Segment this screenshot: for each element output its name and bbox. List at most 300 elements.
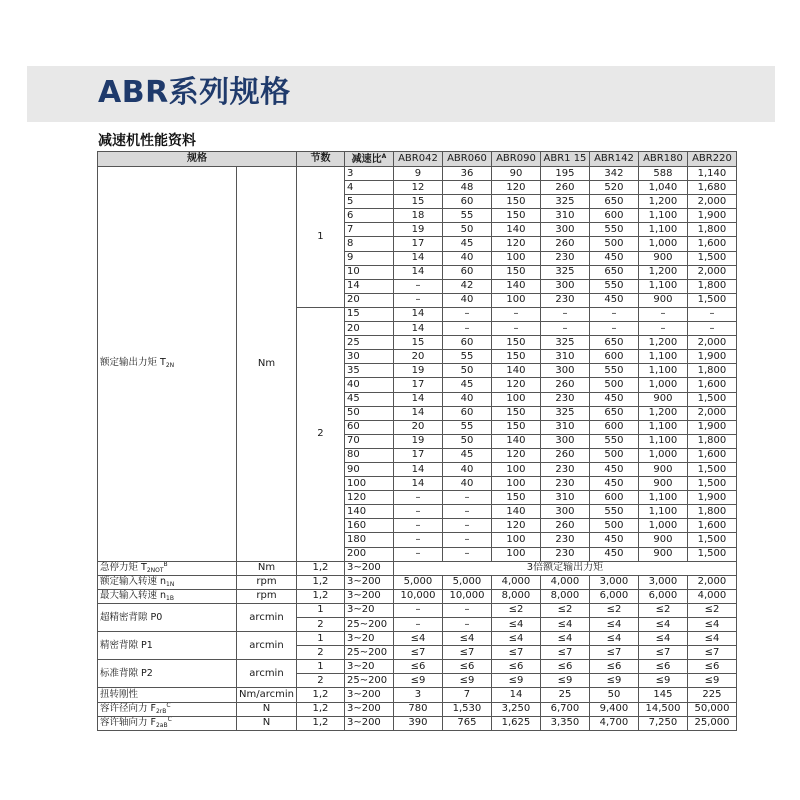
table-cell: 600: [589, 491, 638, 505]
stage-cell: 2: [296, 646, 344, 660]
row-label-sub: 2NOT: [146, 567, 164, 575]
table-cell: 140: [491, 505, 540, 519]
table-cell: 260: [540, 378, 589, 392]
table-cell: 20: [393, 350, 442, 364]
table-cell: –: [540, 307, 589, 321]
table-cell: 14,500: [638, 702, 687, 716]
ratio-cell: 50: [344, 406, 393, 420]
row-label-text: 精密背隙 P1: [100, 639, 153, 651]
table-cell: –: [442, 505, 491, 519]
table-cell: 17: [393, 378, 442, 392]
ratio-cell: 200: [344, 547, 393, 561]
table-cell: 9,400: [589, 702, 638, 716]
table-cell: –: [393, 279, 442, 293]
table-cell: 150: [491, 350, 540, 364]
table-cell: 650: [589, 195, 638, 209]
table-cell: 1,200: [638, 195, 687, 209]
table-cell: 300: [540, 223, 589, 237]
header-model: ABR180: [638, 152, 687, 167]
table-cell: 325: [540, 265, 589, 279]
table-cell: 1,500: [687, 462, 736, 476]
table-cell: 1,500: [687, 392, 736, 406]
table-row: [98, 575, 737, 589]
table-cell: –: [393, 519, 442, 533]
table-cell: 55: [442, 350, 491, 364]
table-cell: 1,100: [638, 350, 687, 364]
table-cell: 100: [491, 392, 540, 406]
table-cell: 100: [491, 251, 540, 265]
table-cell: ≤2: [540, 603, 589, 617]
table-cell: ≤7: [687, 646, 736, 660]
table-cell: 1,900: [687, 350, 736, 364]
table-cell: –: [491, 322, 540, 336]
table-header-row: [98, 152, 737, 167]
table-cell: 1,530: [442, 702, 491, 716]
ratio-cell: 160: [344, 519, 393, 533]
unit-cell: arcmin: [237, 603, 297, 631]
header-model: ABR042: [393, 152, 442, 167]
table-cell: 3,250: [491, 702, 540, 716]
table-cell: ≤4: [638, 632, 687, 646]
table-cell: 500: [589, 237, 638, 251]
table-cell: 230: [540, 293, 589, 307]
table-cell: 40: [442, 477, 491, 491]
table-cell: 60: [442, 265, 491, 279]
table-cell: 1,000: [638, 448, 687, 462]
table-cell: 140: [491, 279, 540, 293]
table-cell: 60: [442, 195, 491, 209]
ratio-cell: 30: [344, 350, 393, 364]
table-cell: 650: [589, 336, 638, 350]
table-cell: 17: [393, 448, 442, 462]
unit-cell: Nm: [237, 167, 297, 562]
table-cell: 48: [442, 181, 491, 195]
table-cell: 1,000: [638, 519, 687, 533]
table-cell: 120: [491, 181, 540, 195]
table-cell: 2,000: [687, 265, 736, 279]
table-cell: 1,100: [638, 491, 687, 505]
stage-cell: 2: [296, 307, 344, 561]
table-cell: –: [393, 505, 442, 519]
table-cell: 230: [540, 251, 589, 265]
table-cell: 10,000: [442, 589, 491, 603]
table-cell: –: [638, 307, 687, 321]
table-cell: –: [442, 322, 491, 336]
table-cell: 145: [638, 688, 687, 702]
table-cell: 8,000: [540, 589, 589, 603]
unit-cell: rpm: [237, 575, 297, 589]
table-cell: 120: [491, 519, 540, 533]
table-cell: –: [589, 322, 638, 336]
table-cell: ≤9: [491, 674, 540, 688]
table-cell: 780: [393, 702, 442, 716]
table-cell: 1,900: [687, 491, 736, 505]
table-cell: 19: [393, 364, 442, 378]
table-cell: 90: [491, 167, 540, 181]
unit-cell: Nm: [237, 561, 297, 575]
table-cell: 120: [491, 237, 540, 251]
table-cell: 150: [491, 336, 540, 350]
table-cell: 1,100: [638, 209, 687, 223]
table-cell: 1,100: [638, 364, 687, 378]
table-cell: ≤7: [540, 646, 589, 660]
table-cell: 1,000: [638, 237, 687, 251]
table-row: [98, 716, 737, 730]
ratio-cell: 8: [344, 237, 393, 251]
table-cell: 900: [638, 462, 687, 476]
ratio-cell: 3~200: [344, 716, 393, 730]
table-cell: 300: [540, 364, 589, 378]
table-cell: 1,500: [687, 251, 736, 265]
ratio-cell: 3~200: [344, 575, 393, 589]
table-cell: 450: [589, 462, 638, 476]
table-cell: 100: [491, 533, 540, 547]
header-model: ABR1 15: [540, 152, 589, 167]
ratio-cell: 25: [344, 336, 393, 350]
table-cell: –: [442, 547, 491, 561]
ratio-cell: 25~200: [344, 646, 393, 660]
row-label-text: 超精密背隙 P0: [100, 611, 163, 623]
table-cell: 4,000: [687, 589, 736, 603]
table-cell: –: [638, 322, 687, 336]
table-cell: 140: [491, 434, 540, 448]
table-cell: 765: [442, 716, 491, 730]
unit-cell: rpm: [237, 589, 297, 603]
table-cell: 2,000: [687, 336, 736, 350]
stage-cell: 1: [296, 660, 344, 674]
table-cell: 310: [540, 491, 589, 505]
table-cell: 550: [589, 223, 638, 237]
ratio-cell: 4: [344, 181, 393, 195]
row-label: [98, 575, 237, 589]
table-cell: 14: [393, 392, 442, 406]
stage-cell: 1: [296, 167, 344, 308]
table-cell: 1,900: [687, 420, 736, 434]
table-cell: ≤4: [540, 632, 589, 646]
table-cell: 150: [491, 406, 540, 420]
table-cell: 1,600: [687, 448, 736, 462]
table-cell: 900: [638, 533, 687, 547]
table-cell: 500: [589, 448, 638, 462]
row-label-text: 标准背隙 P2: [100, 668, 153, 680]
table-cell: 17: [393, 237, 442, 251]
table-cell: 50: [589, 688, 638, 702]
ratio-cell: 3~200: [344, 589, 393, 603]
header-model: ABR060: [442, 152, 491, 167]
table-row: [98, 632, 737, 646]
table-cell: 55: [442, 209, 491, 223]
stage-cell: 1: [296, 632, 344, 646]
header-model: ABR220: [687, 152, 736, 167]
stage-cell: 1: [296, 603, 344, 617]
table-cell: 1,100: [638, 420, 687, 434]
table-cell: 3,000: [589, 575, 638, 589]
table-cell: 1,200: [638, 406, 687, 420]
table-cell: ≤7: [638, 646, 687, 660]
ratio-cell: 3~200: [344, 702, 393, 716]
stage-cell: 1,2: [296, 716, 344, 730]
stage-cell: 1,2: [296, 575, 344, 589]
table-cell: 45: [442, 378, 491, 392]
table-cell: –: [540, 322, 589, 336]
row-label: [98, 561, 237, 575]
table-cell: 230: [540, 533, 589, 547]
header-stage: 节数: [296, 152, 344, 167]
table-cell: 650: [589, 265, 638, 279]
table-cell: 50: [442, 364, 491, 378]
table-cell: 1,100: [638, 505, 687, 519]
ratio-cell: 70: [344, 434, 393, 448]
table-cell: 5,000: [442, 575, 491, 589]
table-cell: 1,500: [687, 477, 736, 491]
table-cell: –: [442, 519, 491, 533]
table-cell: 2,000: [687, 195, 736, 209]
ratio-cell: 90: [344, 462, 393, 476]
row-label-sup: B: [163, 561, 168, 569]
table-cell: 1,625: [491, 716, 540, 730]
table-cell: ≤2: [491, 603, 540, 617]
row-label-text: 扭转刚性: [100, 689, 139, 701]
ratio-cell: 100: [344, 477, 393, 491]
table-cell: 230: [540, 547, 589, 561]
table-cell: 100: [491, 293, 540, 307]
row-label-text: 额定输入转速 n: [100, 575, 167, 587]
table-cell: 1,000: [638, 378, 687, 392]
table-cell: 1,800: [687, 434, 736, 448]
table-cell: 3倍额定输出力矩: [393, 561, 736, 575]
table-cell: –: [442, 491, 491, 505]
row-label: [98, 660, 237, 688]
table-cell: ≤4: [442, 632, 491, 646]
table-cell: 260: [540, 237, 589, 251]
table-cell: 60: [442, 406, 491, 420]
ratio-cell: 6: [344, 209, 393, 223]
table-cell: 500: [589, 378, 638, 392]
table-cell: 50,000: [687, 702, 736, 716]
table-cell: 4,700: [589, 716, 638, 730]
stage-cell: 1,2: [296, 702, 344, 716]
table-cell: 1,500: [687, 533, 736, 547]
table-cell: –: [442, 603, 491, 617]
stage-cell: 2: [296, 674, 344, 688]
header-ratio-text: 减速比: [351, 153, 382, 165]
table-cell: 600: [589, 350, 638, 364]
table-cell: 1,040: [638, 181, 687, 195]
table-row: [98, 561, 737, 575]
table-cell: 1,200: [638, 265, 687, 279]
ratio-cell: 20: [344, 293, 393, 307]
table-cell: 1,800: [687, 505, 736, 519]
table-cell: 1,500: [687, 547, 736, 561]
row-label: [98, 589, 237, 603]
table-cell: 7: [442, 688, 491, 702]
table-cell: 230: [540, 462, 589, 476]
table-cell: 310: [540, 209, 589, 223]
header-spec: 规格: [98, 152, 297, 167]
table-cell: 14: [393, 322, 442, 336]
ratio-cell: 25~200: [344, 618, 393, 632]
table-cell: 14: [491, 688, 540, 702]
table-cell: 10,000: [393, 589, 442, 603]
table-cell: –: [393, 618, 442, 632]
row-label-text: 最大输入转速 n: [100, 589, 167, 601]
table-cell: 19: [393, 223, 442, 237]
row-label-sup: C: [167, 716, 172, 724]
ratio-cell: 80: [344, 448, 393, 462]
table-cell: 310: [540, 420, 589, 434]
table-cell: 342: [589, 167, 638, 181]
table-cell: 150: [491, 420, 540, 434]
table-cell: 140: [491, 223, 540, 237]
table-cell: 18: [393, 209, 442, 223]
table-cell: ≤2: [687, 603, 736, 617]
table-cell: 50: [442, 434, 491, 448]
table-cell: 520: [589, 181, 638, 195]
table-cell: 14: [393, 307, 442, 321]
table-cell: 588: [638, 167, 687, 181]
table-cell: 300: [540, 505, 589, 519]
table-cell: 260: [540, 181, 589, 195]
table-cell: 1,800: [687, 223, 736, 237]
table-cell: 230: [540, 392, 589, 406]
table-cell: 1,900: [687, 209, 736, 223]
table-cell: ≤9: [540, 674, 589, 688]
table-cell: –: [442, 533, 491, 547]
table-cell: 12: [393, 181, 442, 195]
table-cell: 325: [540, 406, 589, 420]
table-cell: ≤4: [540, 618, 589, 632]
row-label-sup: C: [166, 702, 171, 710]
table-row: [98, 688, 737, 702]
table-cell: ≤6: [589, 660, 638, 674]
table-cell: 3,000: [638, 575, 687, 589]
table-cell: 20: [393, 420, 442, 434]
table-cell: ≤4: [687, 618, 736, 632]
table-cell: 450: [589, 293, 638, 307]
unit-cell: arcmin: [237, 660, 297, 688]
row-label: [98, 632, 237, 660]
table-cell: ≤4: [491, 618, 540, 632]
table-cell: –: [687, 322, 736, 336]
table-cell: 450: [589, 533, 638, 547]
table-cell: 900: [638, 293, 687, 307]
table-cell: 6,000: [638, 589, 687, 603]
table-cell: 325: [540, 195, 589, 209]
table-cell: ≤9: [393, 674, 442, 688]
table-cell: 40: [442, 392, 491, 406]
table-cell: 14: [393, 265, 442, 279]
table-cell: 600: [589, 420, 638, 434]
ratio-cell: 3: [344, 167, 393, 181]
table-cell: –: [393, 547, 442, 561]
row-label-sub: 1N: [166, 580, 175, 588]
row-label-sub: 1B: [166, 594, 174, 602]
table-cell: ≤4: [589, 618, 638, 632]
table-cell: 36: [442, 167, 491, 181]
table-cell: 50: [442, 223, 491, 237]
table-cell: 550: [589, 505, 638, 519]
table-cell: ≤6: [442, 660, 491, 674]
table-cell: 45: [442, 448, 491, 462]
table-cell: 900: [638, 477, 687, 491]
table-cell: 6,000: [589, 589, 638, 603]
ratio-cell: 3~200: [344, 561, 393, 575]
table-cell: –: [442, 618, 491, 632]
row-label-sub: 2rB: [155, 708, 167, 716]
table-cell: 450: [589, 251, 638, 265]
header-model: ABR090: [491, 152, 540, 167]
table-cell: 1,600: [687, 519, 736, 533]
table-cell: ≤6: [491, 660, 540, 674]
table-cell: 2,000: [687, 575, 736, 589]
header-ratio-sup: A: [381, 152, 387, 160]
stage-cell: 1,2: [296, 688, 344, 702]
table-cell: 1,100: [638, 279, 687, 293]
table-cell: ≤6: [638, 660, 687, 674]
ratio-cell: 25~200: [344, 674, 393, 688]
stage-cell: 1,2: [296, 561, 344, 575]
table-cell: 1,680: [687, 181, 736, 195]
table-cell: 45: [442, 237, 491, 251]
ratio-cell: 3~20: [344, 603, 393, 617]
ratio-cell: 45: [344, 392, 393, 406]
table-cell: 14: [393, 251, 442, 265]
table-cell: 100: [491, 547, 540, 561]
table-cell: 1,140: [687, 167, 736, 181]
page-title: ABR系列规格: [98, 75, 291, 110]
unit-cell: Nm/arcmin: [237, 688, 297, 702]
table-cell: 25: [540, 688, 589, 702]
table-cell: –: [589, 307, 638, 321]
row-label-sub: 2N: [165, 362, 175, 370]
row-label: [98, 167, 237, 562]
table-cell: 1,600: [687, 237, 736, 251]
table-cell: 1,800: [687, 279, 736, 293]
table-cell: ≤6: [393, 660, 442, 674]
table-body: [98, 167, 737, 731]
table-cell: ≤4: [491, 632, 540, 646]
row-label: [98, 688, 237, 702]
table-cell: 6,700: [540, 702, 589, 716]
table-cell: 900: [638, 547, 687, 561]
table-cell: 25,000: [687, 716, 736, 730]
table-cell: 140: [491, 364, 540, 378]
table-cell: 1,800: [687, 364, 736, 378]
table-cell: 150: [491, 195, 540, 209]
table-cell: ≤2: [589, 603, 638, 617]
table-cell: 40: [442, 462, 491, 476]
table-cell: 19: [393, 434, 442, 448]
row-label-text: 容许轴向力 F: [100, 717, 156, 729]
table-cell: 300: [540, 434, 589, 448]
table-cell: 225: [687, 688, 736, 702]
table-cell: 9: [393, 167, 442, 181]
table-cell: 1,500: [687, 293, 736, 307]
table-cell: 1,200: [638, 336, 687, 350]
table-cell: ≤2: [638, 603, 687, 617]
table-cell: 550: [589, 364, 638, 378]
table-cell: 550: [589, 279, 638, 293]
table-row: [98, 702, 737, 716]
table-cell: 120: [491, 448, 540, 462]
row-label-sub: 2aB: [155, 722, 168, 730]
table-cell: 14: [393, 477, 442, 491]
table-cell: 14: [393, 462, 442, 476]
ratio-cell: 3~200: [344, 688, 393, 702]
ratio-cell: 180: [344, 533, 393, 547]
ratio-cell: 3~20: [344, 632, 393, 646]
table-row: [98, 589, 737, 603]
